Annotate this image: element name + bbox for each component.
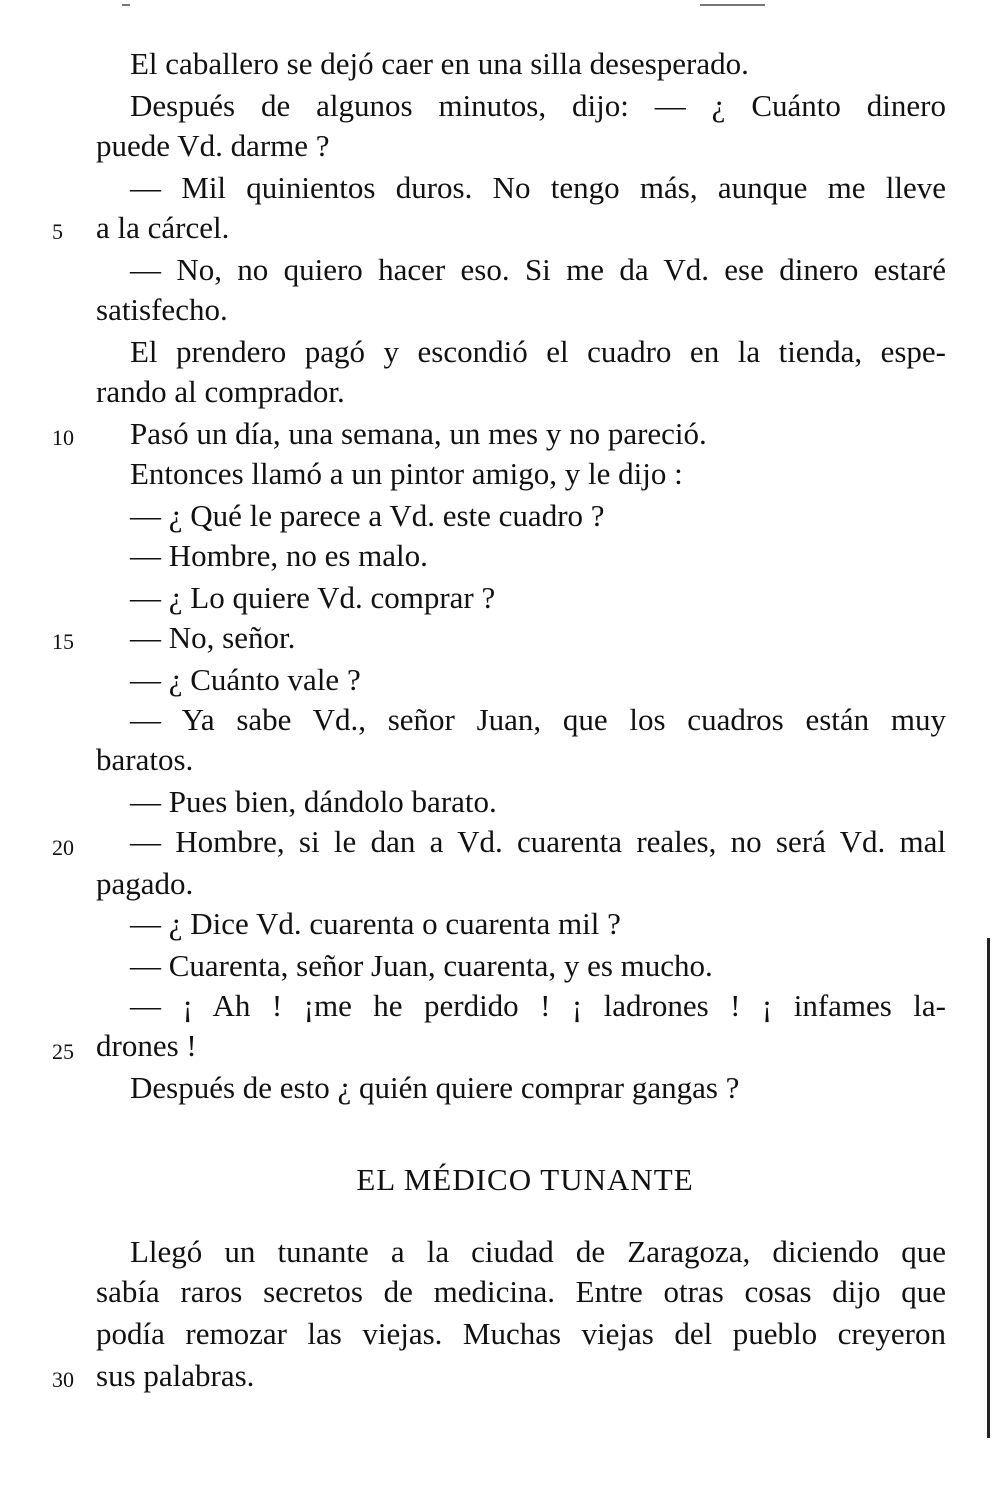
text-line: — Pues bien, dándolo barato. (130, 784, 497, 819)
text-line: podía remozar las viejas. Muchas viejas del pueblo creyeron (96, 1316, 946, 1351)
section-heading: EL MÉDICO TUNANTE (356, 1162, 694, 1197)
text-line: El prendero pagó y escondió el cuadro en la tienda, espe- (130, 334, 946, 369)
text-line: a la cárcel. (96, 210, 230, 245)
text-line: rando al comprador. (96, 374, 345, 409)
text-line: Después de esto ¿ quién quiere comprar gangas ? (130, 1070, 740, 1105)
text-line: — ¿ Qué le parece a Vd. este cuadro ? (130, 498, 605, 533)
text-line: — ¿ Dice Vd. cuarenta o cuarenta mil ? (130, 906, 621, 941)
line-number: 15 (52, 629, 74, 654)
text-line: sabía raros secretos de medicina. Entre otras cosas dijo que (96, 1274, 946, 1309)
text-line: El caballero se dejó caer en una silla desesperado. (130, 46, 749, 81)
text-line: drones ! (96, 1028, 197, 1063)
text-line: — Hombre, si le dan a Vd. cuarenta reales, no será Vd. mal (130, 824, 946, 859)
text-line: — No, señor. (130, 620, 296, 655)
text-line: Llegó un tunante a la ciudad de Zaragoza, diciendo que (130, 1234, 946, 1269)
text-line: — Hombre, no es malo. (130, 538, 428, 573)
text-line: — ¿ Cuánto vale ? (130, 662, 361, 697)
text-line: baratos. (96, 742, 194, 777)
line-number: 10 (52, 425, 74, 450)
text-line: Entonces llamó a un pintor amigo, y le dijo : (130, 456, 683, 491)
text-line: — Ya sabe Vd., señor Juan, que los cuadros están muy (130, 702, 946, 737)
text-line: — No, no quiero hacer eso. Si me da Vd. ese dinero estaré (130, 252, 946, 287)
top-rule (700, 4, 765, 6)
text-line: puede Vd. darme ? (96, 128, 330, 163)
text-line: sus palabras. (96, 1358, 255, 1393)
text-line: — Cuarenta, señor Juan, cuarenta, y es mucho. (130, 948, 713, 983)
text-line: — Mil quinientos duros. No tengo más, aunque me lleve (130, 170, 946, 205)
line-number: 5 (52, 219, 63, 244)
text-line: satisfecho. (96, 292, 228, 327)
line-number: 20 (52, 835, 74, 860)
line-number: 30 (52, 1367, 74, 1392)
text-line: pagado. (96, 866, 194, 901)
top-mark (122, 4, 130, 6)
right-edge-rule (987, 938, 990, 1438)
text-line: — ¿ Lo quiere Vd. comprar ? (130, 580, 496, 615)
line-number: 25 (52, 1039, 74, 1064)
text-line: — ¡ Ah ! ¡me he perdido ! ¡ ladrones ! ¡ infames la- (130, 988, 946, 1023)
text-line: Pasó un día, una semana, un mes y no pareció. (130, 416, 707, 451)
text-line: Después de algunos minutos, dijo: — ¿ Cuánto dinero (130, 88, 946, 123)
